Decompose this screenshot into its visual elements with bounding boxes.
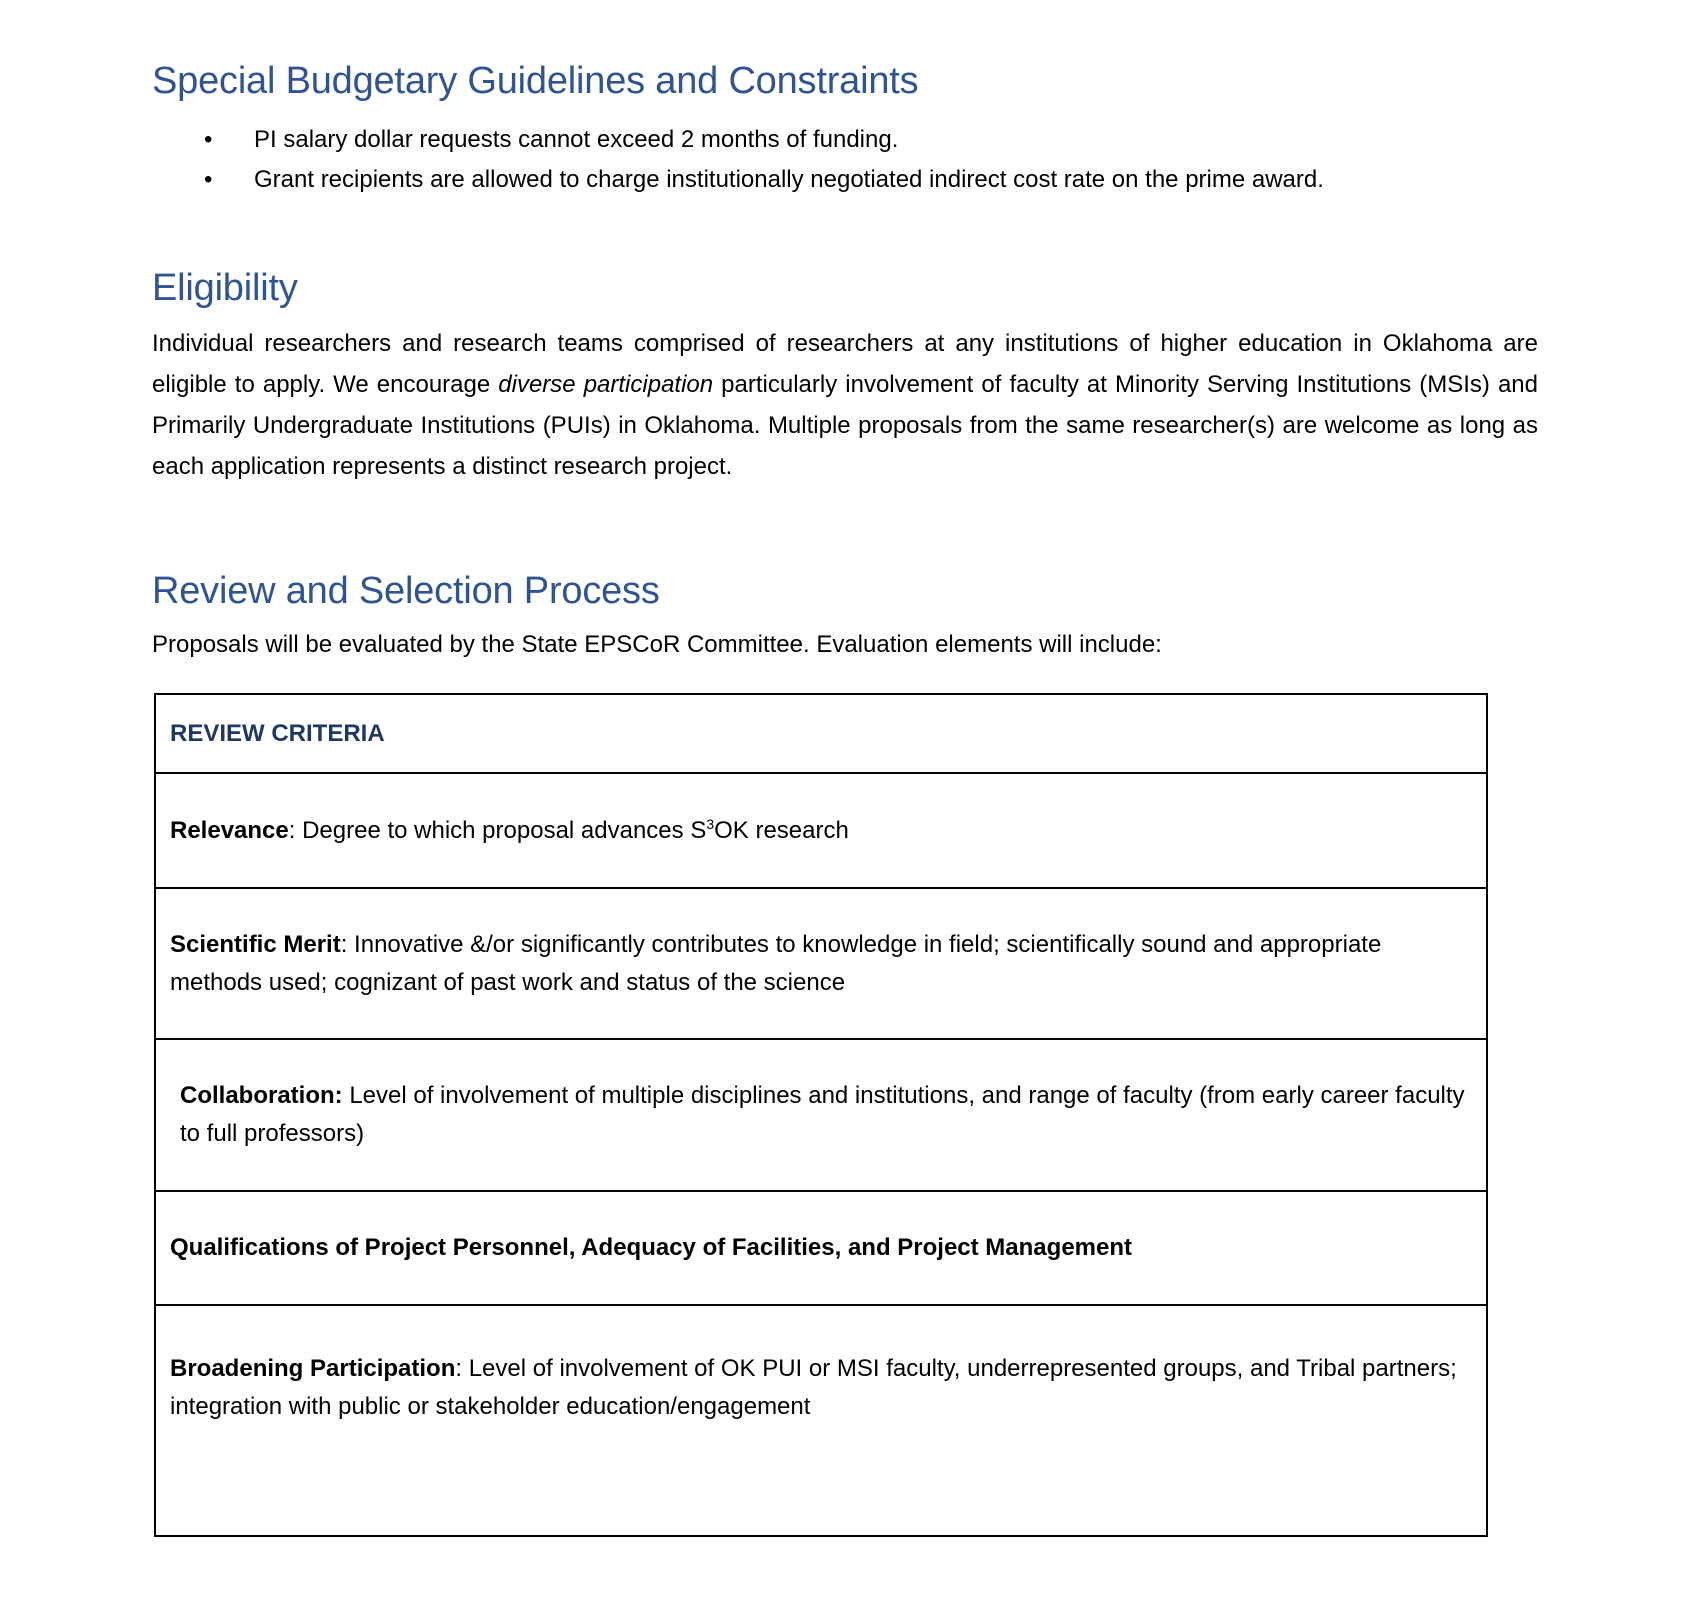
table-row — [155, 888, 1487, 1039]
bullet-icon: • — [204, 126, 213, 153]
criteria-cell-merit — [155, 888, 1487, 1039]
budget-bullet-text: Grant recipients are allowed to charge institutionally negotiated indirect cost rate on the prime award. — [254, 166, 1324, 193]
criteria-text: : Innovative &/or significantly contributes to knowledge in field; scientifically sound and appropriate methods used; cognizant of past work and status of the science — [170, 930, 1382, 996]
criteria-text-end: OK research — [714, 816, 849, 844]
criteria-cell-qualifications — [155, 1191, 1487, 1305]
table-row — [155, 1039, 1487, 1191]
criteria-text: : Level of involvement of OK PUI or MSI faculty, underrepresented groups, and Tribal partners; integration with public or stakeholder education/engagement — [170, 1355, 1457, 1420]
criteria-term: Qualifications of Project Personnel, Adequacy of Facilities, and Project Management — [170, 1234, 1133, 1261]
bullet-icon: • — [204, 166, 213, 193]
review-heading: Review and Selection Process — [152, 570, 660, 612]
table-header-label: REVIEW CRITERIA — [170, 719, 385, 747]
budget-bullet-item — [152, 120, 1492, 160]
criteria-term: Broadening Participation — [170, 1355, 456, 1382]
criteria-cell-collaboration — [155, 1039, 1487, 1191]
criteria-text: : Degree to which proposal advances S — [288, 816, 707, 844]
budget-bullet-item — [152, 160, 1492, 200]
table-row — [155, 1305, 1487, 1536]
review-criteria-table — [154, 693, 1488, 1537]
eligibility-heading: Eligibility — [152, 267, 298, 309]
table-row — [155, 1191, 1487, 1305]
table-header-cell — [155, 694, 1487, 773]
budget-bullet-text: PI salary dollar requests cannot exceed 2 months of funding. — [254, 126, 899, 153]
table-row — [155, 773, 1487, 888]
budget-bullet-list — [152, 120, 1492, 200]
table-row — [155, 694, 1487, 773]
budget-heading: Special Budgetary Guidelines and Constraints — [152, 60, 919, 102]
eligibility-text-end: particularly involvement of faculty at Minority Serving Institutions (MSIs) and Primarily Undergraduate Institutions (PUIs) in Oklahoma. Multiple proposals from the same researcher(s) are welcome as long as each application represents a distinct research project. — [152, 371, 1539, 480]
eligibility-italic-phrase: diverse participation — [498, 371, 714, 398]
criteria-term: Scientific Merit — [170, 930, 341, 958]
criteria-text: Level of involvement of multiple disciplines and institutions, and range of faculty (from early career faculty to full professors) — [180, 1082, 1465, 1147]
superscript: 3 — [706, 815, 715, 832]
criteria-cell-broadening — [155, 1305, 1487, 1536]
review-intro: Proposals will be evaluated by the State EPSCoR Committee. Evaluation elements will include: — [152, 631, 1162, 658]
eligibility-paragraph — [152, 323, 1538, 487]
criteria-term: Collaboration: — [180, 1082, 343, 1109]
criteria-term: Relevance — [170, 816, 289, 844]
criteria-cell-relevance — [155, 773, 1487, 888]
eligibility-text-start: Individual researchers and research teams comprised of researchers at any institutions of higher education in Oklahoma are eligible to apply. We encourage — [152, 330, 1538, 398]
